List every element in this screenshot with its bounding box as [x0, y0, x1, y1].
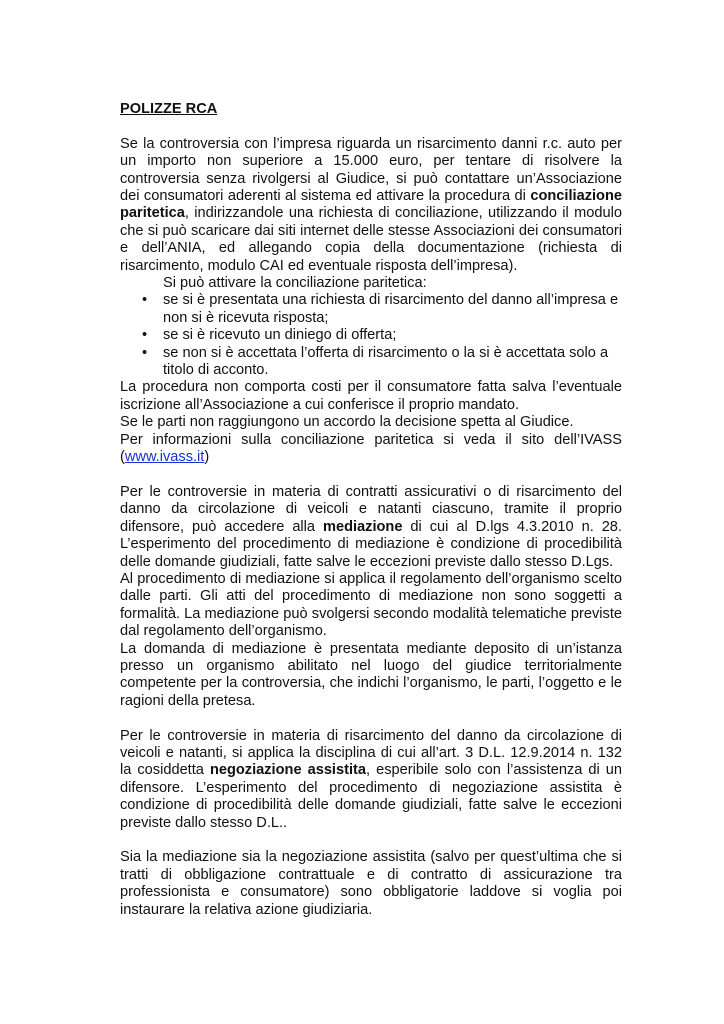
paragraph-text: di cui al D.lgs 4.3.2010 n. 28. L’esperimento del procedimento di mediazione è condizione di procedibilità delle domande giudiziali, fatte salve le eccezioni previste dallo stesso D.Lgs.	[120, 518, 622, 570]
bold-term-conciliazione-paritetica: conciliazione paritetica	[120, 188, 622, 222]
conditions-list	[120, 292, 622, 379]
paragraph-negoziazione	[120, 728, 622, 832]
list-intro: Si può attivare la conciliazione paritetica:	[163, 275, 427, 292]
paragraph-regolamento: Al procedimento di mediazione si applica il regolamento dell’organismo scelto dalle parti. Gli atti del procedimento di mediazione non sono soggetti a formalità. La mediazione può svolgersi secondo modalità telematiche previste dal regolamento dell’organismo.	[120, 570, 622, 640]
paragraph-informazioni	[120, 432, 622, 467]
bold-term-negoziazione-assistita: negoziazione assistita	[209, 762, 366, 779]
paragraph-domanda-mediazione: La domanda di mediazione è presentata mediante deposito di un’istanza presso un organismo abilitato nel luogo del giudice territorialmente competente per la controversia, che indichi l’organismo, le parti, l’oggetto e le ragioni della pretesa.	[120, 640, 622, 709]
list-item	[120, 345, 622, 380]
paragraph-gap	[120, 832, 622, 849]
paragraph-obbligatorieta: Sia la mediazione sia la negoziazione assistita (salvo per quest’ultima che si tratti di obbligazione contrattuale e di contratto di assicurazione tra professionista e consumatore) sono obbligatorie laddove si voglia poi instaurare la relativa azione giudiziaria.	[120, 849, 622, 918]
paragraph-text: )	[204, 449, 210, 466]
bullet-icon: •	[142, 292, 148, 309]
paragraph-text: , indirizzandole una richiesta di conciliazione, utilizzando il modulo che si può scaricare dai siti internet delle stesse Associazioni dei consumatori e dell’ANIA, ed allegando copia della documentazione (richiesta di risarcimento, modulo CAI ed eventuale risposta dell’impresa).	[120, 205, 622, 274]
list-item-text: se si è ricevuto un diniego di offerta;	[163, 327, 397, 344]
paragraph-gap	[120, 467, 622, 484]
document-body	[120, 101, 622, 919]
bold-term-mediazione: mediazione	[322, 518, 403, 535]
list-item-text: se non si è accettata l’offerta di risarcimento o la si è accettata solo a titolo di acconto.	[163, 344, 609, 379]
ivass-link[interactable]: www.ivass.it	[124, 449, 205, 466]
paragraph-costi: La procedura non comporta costi per il consumatore fatta salva l’eventuale iscrizione all’Associazione a cui conferisce il proprio mandato.	[120, 379, 622, 413]
list-item	[120, 292, 622, 327]
bullet-icon: •	[142, 344, 148, 361]
paragraph-text: Per le controversie in materia di risarcimento del danno da circolazione di veicoli e natanti, si applica la disciplina di cui all’art. 3 D.L. 12.9.2014 n. 132 la cosiddetta	[120, 727, 622, 779]
paragraph-text: Per informazioni sulla conciliazione paritetica si veda il sito dell’IVASS (	[120, 431, 622, 466]
paragraph-text: Per le controversie in materia di contratti assicurativi o di risarcimento del danno da circolazione di veicoli e natanti ciascuno, tramite il proprio difensore, può accedere alla	[120, 483, 622, 535]
bullet-icon: •	[142, 327, 148, 344]
paragraph-giudice: Se le parti non raggiungono un accordo la decisione spetta al Giudice.	[120, 414, 574, 431]
paragraph-text: Se la controversia con l’impresa riguarda un risarcimento danni r.c. auto per un importo non superiore a 15.000 euro, per tentare di risolvere la controversia senza rivolgersi al Giudice, si può contattare un’Associazione dei consumatori aderenti al sistema ed attivare la procedura di	[120, 135, 622, 205]
paragraph-mediazione	[120, 484, 622, 571]
page-title: POLIZZE RCA	[120, 101, 218, 117]
list-item-text: se si è presentata una richiesta di risarcimento del danno all’impresa e non si è ricevuta risposta;	[163, 292, 619, 326]
paragraph-gap	[120, 710, 622, 727]
list-item	[120, 327, 622, 344]
paragraph-conciliazione	[120, 136, 622, 275]
paragraph-text: , esperibile solo con l’assistenza di un difensore. L’esperimento del procedimento di negoziazione assistita è condizione di procedibilità delle domande giudiziali, fatte salve le eccezioni previste dallo stesso D.L..	[120, 762, 622, 831]
